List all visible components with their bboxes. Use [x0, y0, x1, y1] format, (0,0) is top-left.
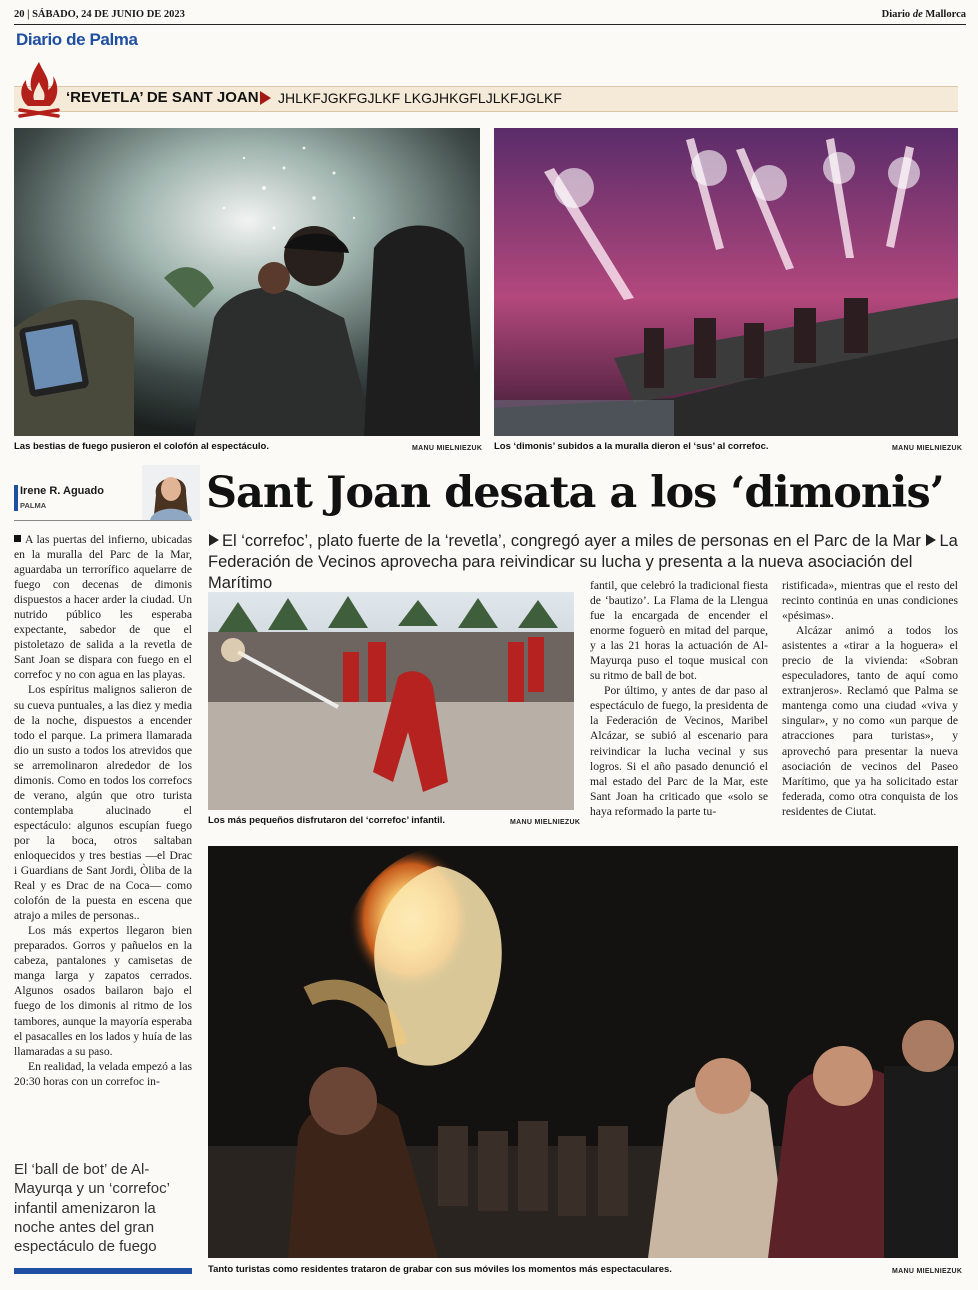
paragraph: Alcázar animó a todos los asistentes a «tirar a la hoguera» el precio de la vivienda: «Sobran especuladores, tanto de aquí como extranjeros». Reclamó que Palma se mantenga como una ciudad «viva y singular», y no como «un parque de atracciones para turistas», y aprovechó para presentar la nueva asociación de vecinos del Paseo Marítimo, que ya ha solicitado estar federada, como otra conquista de los residentes de Ciutat.: [782, 624, 958, 818]
author-location: PALMA: [20, 501, 47, 510]
paragraph: En realidad, la velada empezó a las 20:30 horas con un correfoc in-: [14, 1059, 192, 1088]
paragraph-bullet: [14, 535, 21, 542]
byline-accent: [14, 485, 18, 511]
section-title: Diario de Palma: [16, 30, 138, 49]
caption-photo-top-left: Las bestias de fuego pusieron el colofón al espectáculo.: [14, 441, 269, 452]
pull-quote-rule: [14, 1268, 192, 1274]
caption-photo-top-right: Los ‘dimonis’ subidos a la muralla dieron el ‘sus’ al correfoc.: [494, 441, 769, 452]
brand-prefix: Diario: [881, 8, 911, 20]
article-headline: Sant Joan desata a los ‘dimonis’: [206, 468, 944, 518]
pull-quote: El ‘ball de bot’ de Al-Mayurqa y un ‘correfoc’ infantil amenizaron la noche antes del gran espectáculo de fuego: [14, 1161, 170, 1256]
photo-children-correfoc: [208, 592, 574, 810]
article-column-3: [782, 578, 958, 819]
author-name: Irene R. Aguado: [20, 485, 104, 497]
author-photo: [142, 465, 200, 520]
subhead-part-2: La Federación de Vecinos aprovecha para reivindicar su lucha y presenta a la nueva asociación del Marítimo: [208, 532, 958, 592]
subhead-part-1: El ‘correfoc’, plato fuerte de la ‘revetla’, congregó ayer a miles de personas en el Parc de la Mar: [222, 532, 921, 550]
paragraph: Los espíritus malignos salieron de su cueva puntuales, a las diez y media de la noche, dispuestos a encender todo el parque. La primera llamarada dio un susto a todos los atrevidos que se arremolinaron alrededor de los dimonis. Como en todos los correfocs de verano, algún que otro turista contemplaba alucinado el espectáculo: algunos escupían fuego por la boca, otros saltaban enloquecidos y tres bestias —el Drac i Guardians de Sant Jordi, Òliba de la Real y es Drac de na Coca— como colofón de la puesta en escena que atrajo a miles de personas..: [14, 683, 192, 923]
paragraph: fantil, que celebró la tradicional fiesta de ‘bautizo’. La Flama de la Llengua fue la encargada de encender el enorme foguerò en mitad del parque, y a las 21 horas la actuación de Al-Mayurqa puso el toque musical con su ritmo de ball de bot.: [590, 579, 768, 683]
header-rule: [14, 24, 966, 25]
author-byline: [14, 465, 192, 521]
banner-subtitle: JHLKFJGKFGJLKF LKGJHKGFLJLKFJGLKF: [278, 90, 562, 106]
page-date: 20 | SÁBADO, 24 DE JUNIO DE 2023: [14, 8, 185, 20]
brand-italic: de: [912, 8, 923, 20]
photo-dimonis-wall: [494, 128, 958, 436]
issue-date: SÁBADO, 24 DE JUNIO DE 2023: [32, 8, 185, 20]
article-column-2: [590, 578, 768, 819]
paragraph: [14, 532, 192, 682]
page-number: 20: [14, 8, 25, 20]
photo-crowd-fire: [208, 846, 958, 1258]
credit-photo-bottom: MANU MIELNIEZUK: [892, 1268, 963, 1275]
banner-tag: ‘REVETLA’ DE SANT JOAN: [66, 89, 259, 106]
paragraph: ristificada», mientras que el resto del recinto continúa en unas condiciones «pésimas».: [782, 579, 958, 623]
credit-photo-top-left: MANU MIELNIEZUK: [412, 445, 483, 452]
photo-fire-beasts: [14, 128, 480, 436]
page-header: [14, 6, 966, 22]
paragraph-text: A las puertas del infierno, ubicadas en la muralla del Parc de la Mar, aguardaba un terrorífico aquelarre de fuego con decenas de dimonis dispuestos a hacer arder la ciudad. Un nutrido público les esperaba expectante, sabedor de que el pistoletazo de salida a la revetla de Sant Joan se dispara con fuego en el correfoc y no con agua en las playas.: [14, 533, 192, 682]
credit-photo-top-right: MANU MIELNIEZUK: [892, 445, 963, 452]
subhead-arrow-icon: [209, 534, 219, 546]
banner-arrow-icon: [260, 91, 271, 105]
paragraph: Por último, y antes de dar paso al espectáculo de fuego, la presidenta de la Federación de Vecinos, Maribel Alcázar, se subió al escenario para reivindicar la lucha vecinal y sus logros. Si el año pasado denunció el mal estado del Parc de la Mar, este Sant Joan ha criticado que «solo se haya reformado la parte tu-: [590, 684, 768, 818]
credit-photo-middle: MANU MIELNIEZUK: [510, 819, 581, 826]
article-column-1: [14, 532, 192, 1089]
paragraph: Los más expertos llegaron bien preparados. Gorros y pañuelos en la cabeza, pantalones y camisetas de manga larga y zapatos cerrados. Algunos osados bailaron bajo el fuego de los dimonis al ritmo de los tambores, aunque la mayoría esperaba el pasacalles en los lados y huía de las llamaradas a su paso.: [14, 924, 192, 1058]
caption-photo-middle: Los más pequeños disfrutaron del ‘correfoc’ infantil.: [208, 815, 446, 826]
newspaper-brand: [882, 9, 966, 20]
subhead-arrow-icon: [926, 534, 936, 546]
caption-photo-bottom: Tanto turistas como residentes trataron de grabar con sus móviles los momentos más espectaculares.: [208, 1264, 672, 1275]
brand-suffix: Mallorca: [925, 8, 966, 20]
bonfire-icon: [16, 60, 62, 118]
